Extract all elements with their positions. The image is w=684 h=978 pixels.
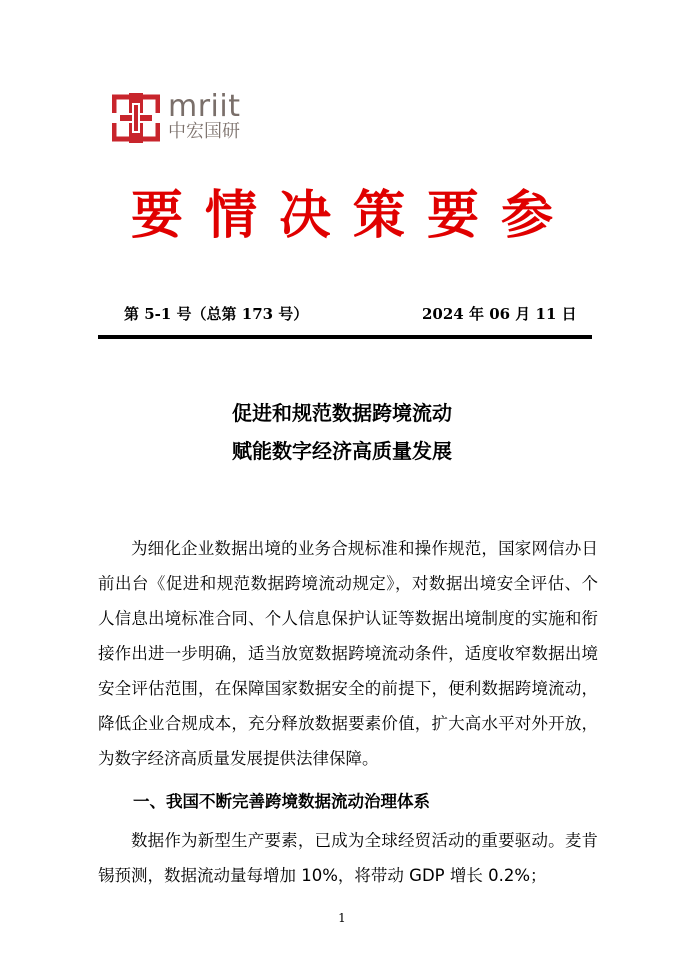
article-title-line-2: 赋能数字经济高质量发展 (232, 439, 452, 463)
page-number: 1 (338, 911, 346, 925)
masthead-title: 要情决策要参 (130, 186, 575, 246)
section-heading-1: 一、我国不断完善跨境数据流动治理体系 (133, 792, 430, 811)
issue-date: 2024 年 06 月 11 日 (422, 305, 577, 323)
article-title-line-1: 促进和规范数据跨境流动 (232, 401, 452, 425)
body-paragraph-2: 数据作为新型生产要素，已成为全球经贸活动的重要驱动。麦肯锡预测，数据流动量每增加 10%，将带动 GDP 增长 0.2%； (98, 831, 598, 885)
issue-number: 第 5-1 号（总第 173 号） (124, 305, 309, 323)
logo-mark-icon (112, 93, 160, 143)
body-paragraph-1: 为细化企业数据出境的业务合规标准和操作规范，国家网信办日前出台《促进和规范数据跨境流动规定》，对数据出境安全评估、个人信息出境标准合同、个人信息保护认证等数据出境制度的实施和衔接作出进一步明确，适当放宽数据跨境流动条件，适度收窄数据出境安全评估范围，在保障国家数据安全的前提下，便利数据跨境流动，降低企业合规成本，充分释放数据要素价值，扩大高水平对外开放，为数字经济高质量发展提供法律保障。 (98, 539, 598, 768)
logo-cn-name: 中宏国研 (168, 121, 240, 142)
publisher-logo (112, 89, 252, 147)
header-divider (98, 335, 592, 339)
logo-wordmark: mriit (168, 89, 241, 124)
